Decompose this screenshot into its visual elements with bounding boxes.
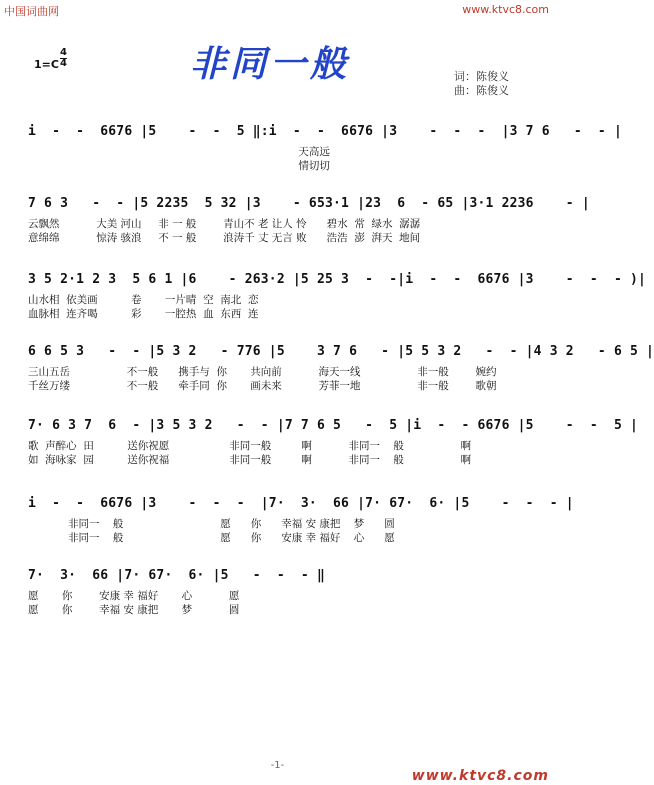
- lyric-verse-2: 愿 你 幸福 安 康把 梦 圆: [28, 604, 240, 616]
- lyric-verse-2: 千丝万缕 不一般 牵手同 你 画未来 芳菲一地 非一般 歌朝: [28, 380, 497, 392]
- time-signature: [60, 48, 67, 69]
- lyric-verse-2: 如 海咏家 园 送你祝福 非同一般 啊 非同一 般 啊: [28, 454, 472, 466]
- notation-line: 7· 6 3 7 6 - |3 5 3 2 - - |7 7 6 5 - 5 |i - - 6676 |5 - - 5 |: [28, 418, 639, 433]
- notation-line: i - - 6676 |5 - - 5 ‖:i - - 6676 |3 - - - |3 7 6 - - |: [28, 124, 622, 139]
- notation-line: 7 6 3 - - |5 2235 5 32 |3 - 653·1 |23 6 - 65 |3·1 2236 - |: [28, 196, 590, 211]
- site-logo[interactable]: www.ktvc8.com: [411, 768, 549, 784]
- lyric-verse-1: 三山五岳 不一般 携手与 你 共向前 海天一线 非一般 婉约: [28, 366, 497, 378]
- lyricist-credit: 词：陈俊义: [454, 70, 509, 83]
- lyric-verse-1: 天高远: [28, 146, 330, 158]
- lyric-verse-1: 歌 声醉心 田 送你祝愿 非同一般 啊 非同一 般 啊: [28, 440, 472, 452]
- lyric-verse-2: 情切切: [28, 160, 330, 172]
- lyric-verse-1: 非同一 般 愿 你 幸福 安 康把 梦 圆: [28, 518, 395, 530]
- notation-line: 3 5 2·1 2 3 5 6 1 |6 - 263·2 |5 25 3 - -|i - - 6676 |3 - - - )|: [28, 272, 647, 287]
- notation-line: 7· 3· 66 |7· 67· 6· |5 - - - ‖: [28, 568, 325, 583]
- lyric-verse-1: 山水相 依美画 卷 一片晴 空 南北 恋: [28, 294, 259, 306]
- lyric-verse-2: 意绵绵 惊涛 骇浪 不 一 般 浪涛千 丈 无言 败 浩浩 澎 湃天 地间: [28, 232, 421, 244]
- page-number: -1-: [270, 760, 285, 771]
- notation-line: 6 6 5 3 - - |5 3 2 - 776 |5 3 7 6 - |5 5 3 2 - - |4 3 2 - 6 5 |: [28, 344, 654, 359]
- lyric-verse-1: 愿 你 安康 幸 福好 心 愿: [28, 590, 240, 602]
- time-signature-bottom: 4: [60, 58, 67, 69]
- lyric-verse-2: 非同一 般 愿 你 安康 幸 福好 心 愿: [28, 532, 395, 544]
- time-signature-top: 4: [60, 47, 67, 58]
- site-name-left[interactable]: 中国词曲网: [4, 5, 59, 18]
- lyric-verse-2: 血脉相 连齐喝 彩 一腔热 血 东西 连: [28, 308, 259, 320]
- lyric-verse-1: 云飘然 大美 河山 非 一 般 青山不 老 让人 怜 碧水 常 绿水 潺潺: [28, 218, 421, 230]
- composer-credit: 曲：陈俊义: [454, 84, 509, 97]
- key-signature: 1=C: [34, 58, 59, 71]
- song-title: 非同一般: [190, 44, 351, 85]
- site-url-right[interactable]: www.ktvc8.com: [462, 3, 549, 16]
- notation-line: i - - 6676 |3 - - - |7· 3· 66 |7· 67· 6· |5 - - - |: [28, 496, 574, 511]
